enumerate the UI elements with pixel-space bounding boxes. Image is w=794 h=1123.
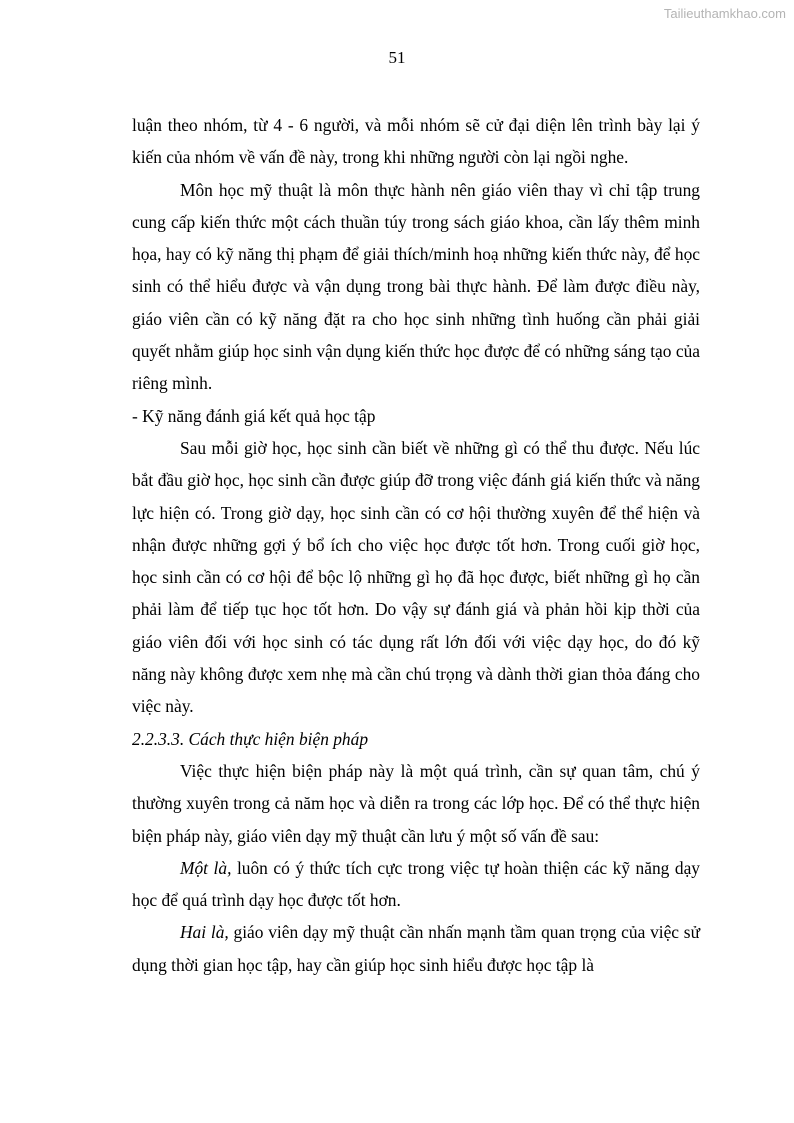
watermark-text: Tailieuthamkhao.com xyxy=(663,6,786,21)
paragraph-continuation: luận theo nhóm, từ 4 - 6 người, và mỗi nhóm sẽ cử đại diện lên trình bày lại ý kiến của nhóm về vấn đề này, trong khi những người còn lại ngồi nghe. xyxy=(132,115,700,168)
paragraph-implementation: Việc thực hiện biện pháp này là một quá trình, cần sự quan tâm, chú ý thường xuyên trong cả năm học và diễn ra trong các lớp học. Để có thể thực hiện biện pháp này, giáo viên dạy mỹ thuật cần lưu ý một số vấn đề sau: xyxy=(132,760,700,846)
section-heading: 2.2.3.3. Cách thực hiện biện pháp xyxy=(132,728,369,749)
point-one-lead: Một là, xyxy=(180,857,232,878)
point-two-lead: Hai là, xyxy=(180,922,229,943)
paragraph-art-teaching: Môn học mỹ thuật là môn thực hành nên giáo viên thay vì chỉ tập trung cung cấp kiến thức một cách thuần túy trong sách giáo khoa, cần lấy thêm minh họa, hay có kỹ năng thị phạm để giải thích/minh hoạ những kiến thức này, để học sinh có thể hiểu được và vận dụng trong bài thực hành. Để làm được điều này, giáo viên cần có kỹ năng đặt ra cho học sinh những tình huống cần phải giải quyết nhằm giúp học sinh vận dụng kiến thức học được để có những sáng tạo của riêng mình. xyxy=(132,179,700,394)
point-two-text: giáo viên dạy mỹ thuật cần nhấn mạnh tầm quan trọng của việc sử dụng thời gian học tập, hay cần giúp học sinh hiểu được học tập là xyxy=(132,922,700,975)
document-body xyxy=(132,109,700,981)
paragraph-point-two xyxy=(132,916,700,981)
page-number: 51 xyxy=(388,48,406,67)
paragraph-point-one xyxy=(132,852,700,917)
point-one-text: luôn có ý thức tích cực trong việc tự hoàn thiện các kỹ năng dạy học để quá trình dạy học được tốt hơn. xyxy=(132,857,700,911)
paragraph-assessment: Sau mỗi giờ học, học sinh cần biết về những gì có thể thu được. Nếu lúc bắt đầu giờ học, học sinh cần được giúp đỡ trong việc đánh giá kiến thức và năng lực hiện có. Trong giờ dạy, học sinh cần có cơ hội thường xuyên để thể hiện và nhận được những gợi ý bổ ích cho việc học được tốt hơn. Trong cuối giờ học, học sinh cần có cơ hội để bộc lộ những gì họ đã học được, biết những gì họ cần phải làm để tiếp tục học tốt hơn. Do vậy sự đánh giá và phản hồi kịp thời của giáo viên đối với học sinh có tác dụng rất lớn đối với việc dạy học, do đó kỹ năng này không được xem nhẹ mà cần chú trọng và dành thời gian thỏa đáng cho việc này. xyxy=(132,437,700,717)
bullet-assessment-skill: - Kỹ năng đánh giá kết quả học tập xyxy=(132,405,376,426)
